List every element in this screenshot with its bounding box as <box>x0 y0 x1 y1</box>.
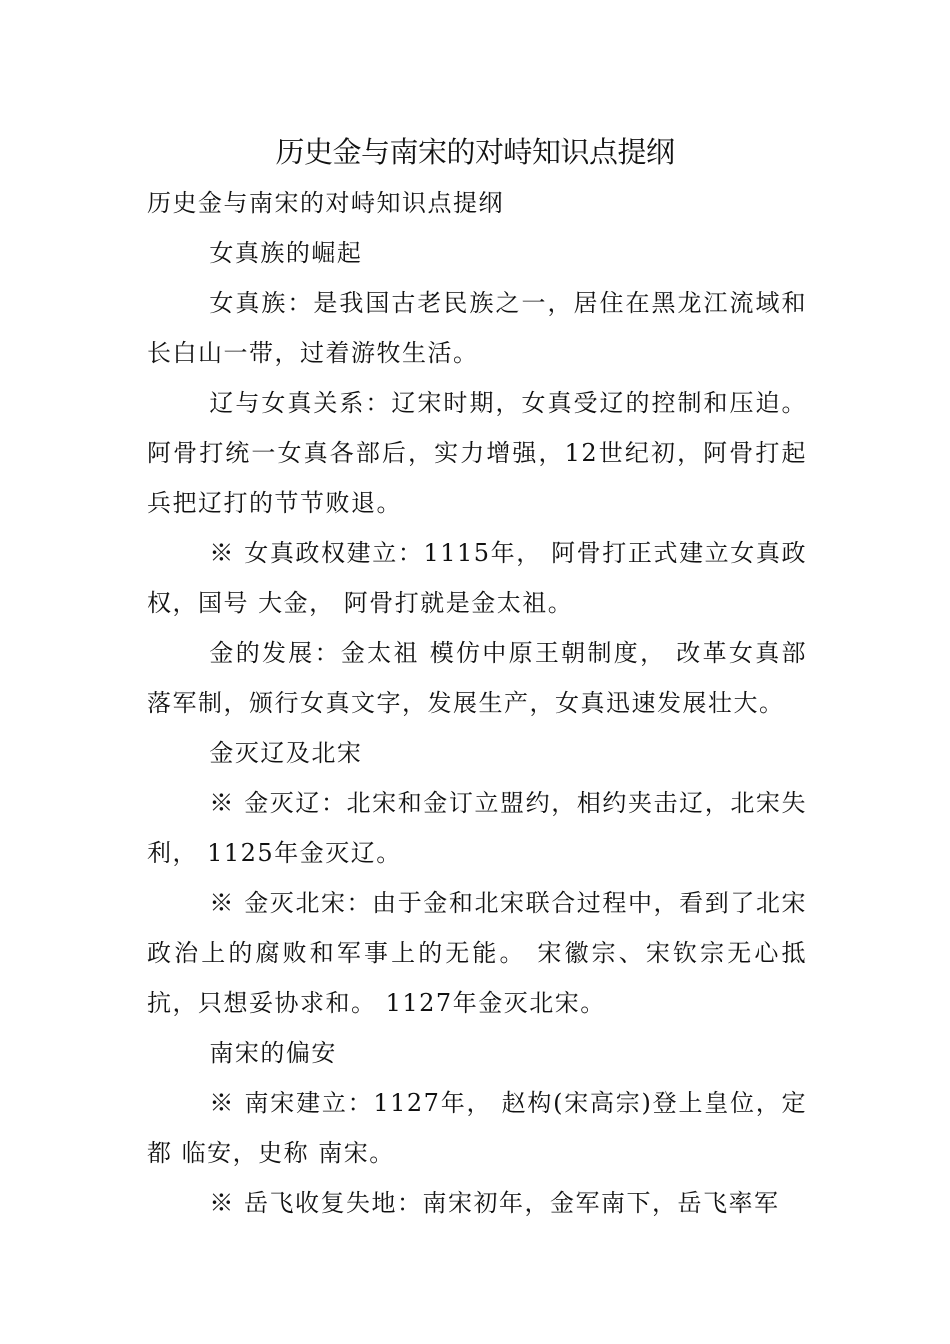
section-heading: 金灭辽及北宋 <box>209 739 363 767</box>
document-body <box>147 178 807 1228</box>
section-heading: 女真族的崛起 <box>209 239 363 267</box>
section-heading: 南宋的偏安 <box>209 1039 337 1067</box>
paragraph: 历史金与南宋的对峙知识点提纲 <box>147 189 504 217</box>
paragraph: 女真族：是我国古老民族之一，居住在黑龙江流域和长白山一带，过着游牧生活。 <box>147 289 807 367</box>
paragraph: ※ 南宋建立：1127年， 赵构(宋高宗)登上皇位，定都 临安，史称 南宋。 <box>147 1089 807 1167</box>
paragraph: ※ 金灭辽：北宋和金订立盟约，相约夹击辽，北宋失利， 1125年金灭辽。 <box>147 789 807 867</box>
document-title: 历史金与南宋的对峙知识点提纲 <box>275 135 675 169</box>
paragraph: 辽与女真关系：辽宋时期，女真受辽的控制和压迫。阿骨打统一女真各部后，实力增强，12世纪初，阿骨打起兵把辽打的节节败退。 <box>147 389 807 517</box>
paragraph: ※ 女真政权建立：1115年， 阿骨打正式建立女真政权，国号 大金， 阿骨打就是金太祖。 <box>147 539 807 617</box>
paragraph: 金的发展：金太祖 模仿中原王朝制度， 改革女真部落军制，颁行女真文字，发展生产，女真迅速发展壮大。 <box>147 639 807 717</box>
paragraph: ※ 岳飞收复失地：南宋初年，金军南下，岳飞率军 <box>209 1189 780 1217</box>
paragraph: ※ 金灭北宋：由于金和北宋联合过程中，看到了北宋政治上的腐败和军事上的无能。 宋徽宗、宋钦宗无心抵抗，只想妥协求和。 1127年金灭北宋。 <box>147 889 807 1017</box>
